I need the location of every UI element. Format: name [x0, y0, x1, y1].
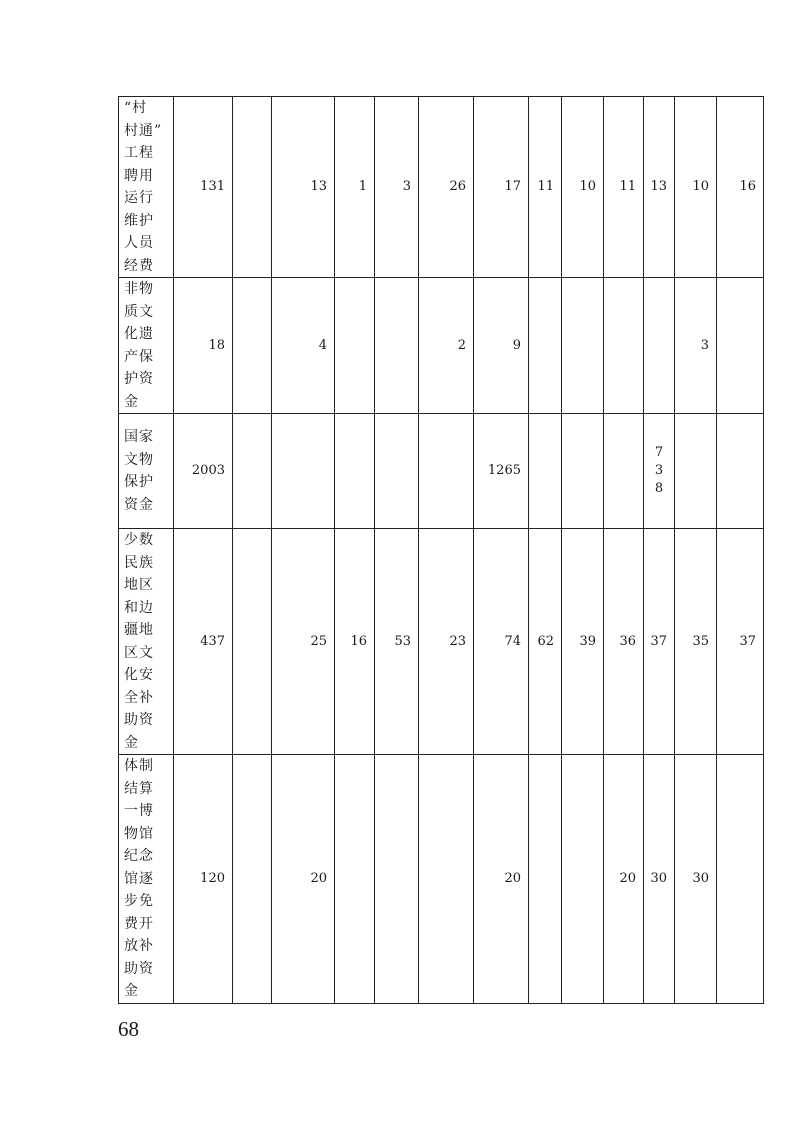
table-cell: [375, 278, 419, 414]
table-cell: 25: [272, 529, 335, 755]
row-label-line: 经费: [124, 257, 154, 274]
row-label-line: 助资: [124, 712, 154, 728]
table-cell: 11: [604, 97, 644, 278]
row-label-line: 金: [124, 734, 139, 751]
row-label-line: 金: [124, 983, 139, 999]
table-cell: [419, 414, 474, 529]
row-label-line: 村通”: [124, 122, 163, 139]
table-cell: [717, 755, 764, 1004]
table-cell: 35: [675, 529, 717, 755]
table-cell: [562, 278, 604, 414]
table-cell: 437: [174, 529, 233, 755]
table-cell: [335, 755, 375, 1004]
table-cell: 10: [675, 97, 717, 278]
row-label-line: 地区: [124, 577, 154, 593]
table-cell: 17: [474, 97, 529, 278]
row-label: [119, 278, 174, 414]
table-cell: 16: [717, 97, 764, 278]
row-label-line: 疆地: [124, 622, 154, 638]
table-cell: 131: [174, 97, 233, 278]
row-label: [119, 755, 174, 1004]
table-cell: 13: [644, 97, 675, 278]
table-cell: [233, 529, 272, 755]
row-label-line: “村: [124, 100, 148, 116]
row-label-line: 步免: [124, 893, 154, 909]
row-label: [119, 414, 174, 529]
table-cell: 3: [675, 278, 717, 414]
table-cell: 2: [419, 278, 474, 414]
table-cell: 26: [419, 97, 474, 278]
page-number: 68: [118, 1017, 139, 1041]
row-label-line: 一博: [124, 803, 154, 819]
row-label-line: 人员: [124, 235, 154, 251]
table-cell: [375, 414, 419, 529]
table-cell: 37: [644, 529, 675, 755]
table-row: [119, 97, 764, 278]
row-label: [119, 97, 174, 278]
table-cell: 13: [272, 97, 335, 278]
table-cell: [562, 414, 604, 529]
table-cell: 37: [717, 529, 764, 755]
table-cell: 20: [272, 755, 335, 1004]
table-cell: [375, 755, 419, 1004]
row-label-line: 护资: [124, 371, 154, 387]
row-label-line: 维护: [124, 212, 154, 229]
table-cell: [335, 278, 375, 414]
table-cell: [335, 414, 375, 529]
table-cell: 10: [562, 97, 604, 278]
table-cell: [717, 278, 764, 414]
row-label-line: 体制: [124, 758, 154, 774]
row-label-line: 文物: [124, 451, 154, 468]
table-cell: 4: [272, 278, 335, 414]
row-label-line: 区文: [124, 644, 154, 661]
row-label-line: 资金: [124, 496, 154, 513]
table-row: [119, 278, 764, 414]
row-label-line: 馆逐: [124, 870, 154, 887]
row-label-line: 助资: [124, 960, 154, 977]
funding-table: [118, 96, 764, 1004]
row-label-line: 结算: [124, 780, 154, 797]
table-cell: 20: [474, 755, 529, 1004]
row-label-line: 民族: [124, 554, 154, 571]
table-cell: 20: [604, 755, 644, 1004]
row-label-line: 金: [124, 393, 139, 410]
row-label-line: 国家: [124, 429, 154, 445]
row-label-line: 纪念: [124, 848, 154, 864]
table-row: [119, 529, 764, 755]
table-cell: 23: [419, 529, 474, 755]
table-cell: [233, 278, 272, 414]
table-cell: 120: [174, 755, 233, 1004]
table-cell: 62: [529, 529, 562, 755]
table-cell: [604, 278, 644, 414]
table-cell: [604, 414, 644, 529]
table-row: [119, 414, 764, 529]
table-cell: 2003: [174, 414, 233, 529]
row-label-line: 放补: [124, 938, 154, 954]
table-cell: [675, 414, 717, 529]
table-cell: 30: [644, 755, 675, 1004]
table-cell: 1: [335, 97, 375, 278]
row-label-line: 保护: [124, 474, 154, 490]
table-cell: 1265: [474, 414, 529, 529]
table-cell: 53: [375, 529, 419, 755]
table-cell: [272, 414, 335, 529]
table-cell: 18: [174, 278, 233, 414]
row-label-line: 运行: [124, 190, 154, 206]
table-cell: [562, 755, 604, 1004]
table-cell: [233, 755, 272, 1004]
row-label-line: 化安: [124, 667, 154, 683]
table-cell: 74: [474, 529, 529, 755]
row-label-line: 质文: [124, 303, 154, 320]
table-cell: 11: [529, 97, 562, 278]
table-cell: 30: [675, 755, 717, 1004]
table-cell: [717, 414, 764, 529]
table-row: [119, 755, 764, 1004]
table-cell: 39: [562, 529, 604, 755]
row-label-line: 聘用: [124, 167, 154, 184]
table-cell: [233, 97, 272, 278]
row-label-line: 工程: [124, 145, 154, 161]
row-label: [119, 529, 174, 755]
row-label-line: 少数: [124, 532, 154, 548]
table-cell: [419, 755, 474, 1004]
row-label-line: 物馆: [124, 825, 154, 842]
row-label-line: 非物: [124, 281, 154, 297]
row-label-line: 产保: [124, 348, 154, 365]
table-cell: 9: [474, 278, 529, 414]
table-cell: 738: [644, 414, 675, 529]
row-label-line: 费开: [124, 915, 154, 932]
row-label-line: 和边: [124, 599, 154, 616]
table-cell: [529, 755, 562, 1004]
table-cell: [529, 414, 562, 529]
row-label-line: 化遗: [124, 326, 154, 342]
table-cell: [644, 278, 675, 414]
table-cell: 16: [335, 529, 375, 755]
table-cell: 3: [375, 97, 419, 278]
table-cell: 36: [604, 529, 644, 755]
table-cell: [233, 414, 272, 529]
table-cell: [529, 278, 562, 414]
row-label-line: 全补: [124, 689, 154, 706]
